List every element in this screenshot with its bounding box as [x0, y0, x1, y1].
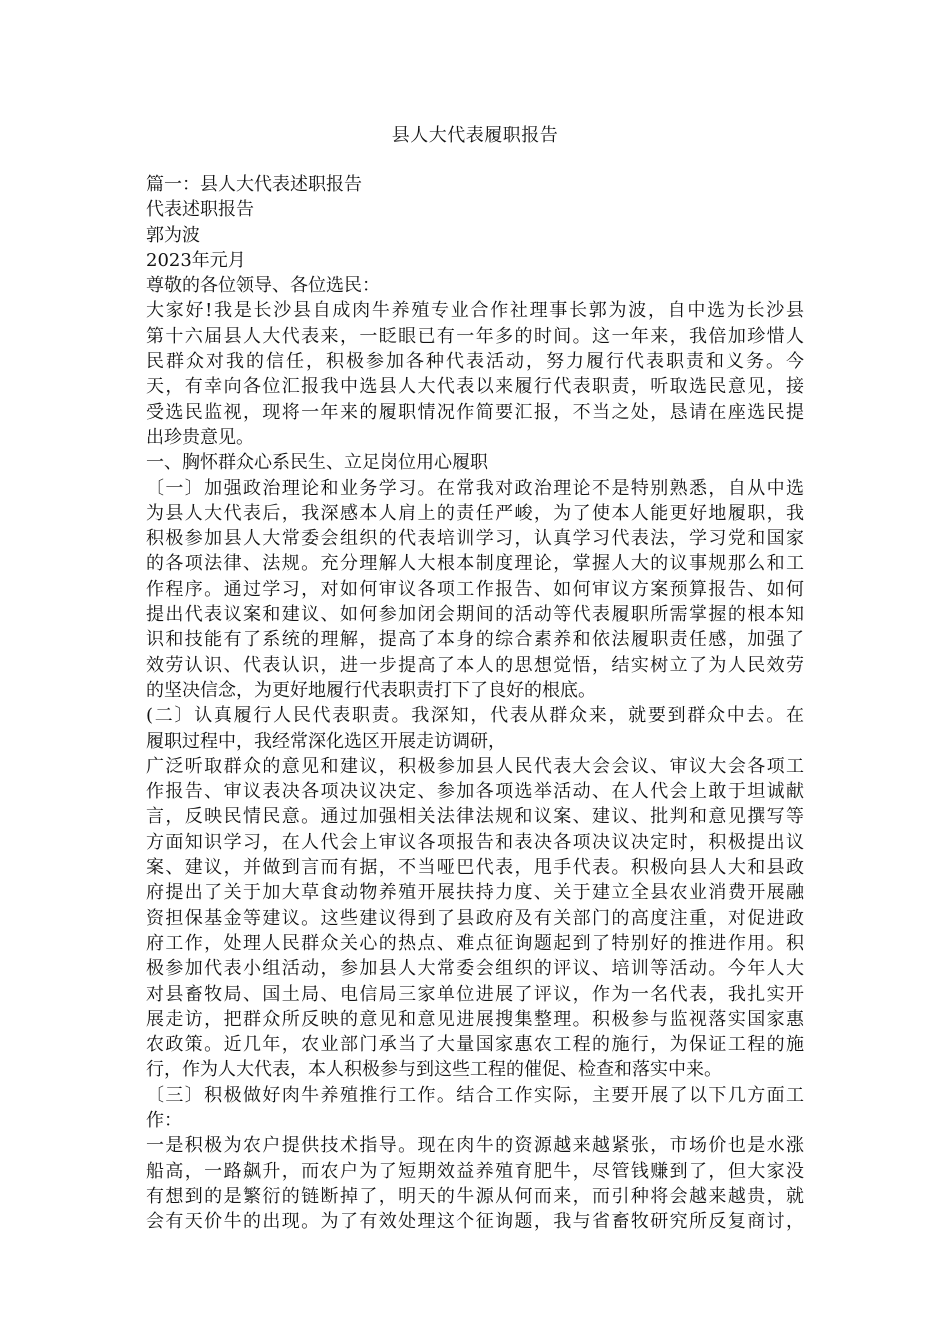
text-line: 广泛听取群众的意见和建议，积极参加县人民代表大会会议、审议大会各项工: [146, 755, 804, 777]
text-line: 府提出了关于加大草食动物养殖开展扶持力度、关于建立全县农业消费开展融: [146, 882, 804, 904]
document-title: 县人大代表履职报告: [391, 125, 559, 146]
text-line: 尊敬的各位领导、各位选民：: [146, 275, 380, 297]
text-line: 极参加代表小组活动，参加县人大常委会组织的评议、培训等活动。今年人大: [146, 958, 804, 980]
text-line: 作报告、审议表决各项决议决定、参加各项选举活动、在人代会上敢于坦诚献: [146, 781, 804, 803]
text-line: 〔一〕加强政治理论和业务学习。在常我对政治理论不是特别熟悉，自从中选: [146, 477, 804, 499]
text-line: 有想到的是繁衍的链断掉了，明天的牛源从何而来，而引种将会越来越贵，就: [146, 1185, 804, 1207]
text-line: 郭为波: [146, 224, 200, 246]
text-line: 提出代表议案和建议、如何参加闭会期间的活动等代表履职所需掌握的根本知: [146, 604, 804, 626]
text-line: 作程序。通过学习，对如何审议各项工作报告、如何审议方案预算报告、如何: [146, 578, 804, 600]
text-line: 第十六届县人大代表来，一眨眼已有一年多的时间。这一年来，我倍加珍惜人: [146, 325, 804, 347]
text-line: 资担保基金等建议。这些建议得到了县政府及有关部门的高度注重，对促进政: [146, 907, 804, 929]
text-line: 的坚决信念，为更好地履行代表职责打下了良好的根底。: [146, 679, 596, 701]
text-line: 言，反映民情民意。通过加强相关法律法规和议案、建议、批判和意见撰写等: [146, 806, 804, 828]
text-line: (二〕认真履行人民代表职责。我深知，代表从群众来，就要到群众中去。在: [146, 705, 804, 727]
text-line: 大家好!我是长沙县自成肉牛养殖专业合作社理事长郭为波，自中选为长沙县: [146, 300, 804, 322]
text-line: 农政策。近几年，农业部门承当了大量国家惠农工程的施行，为保证工程的施: [146, 1034, 804, 1056]
text-line: 行，作为人大代表，本人积极参与到这些工程的催促、检查和落实中来。: [146, 1059, 722, 1081]
text-line: 展走访，把群众所反映的意见和意见进展搜集整理。积极参与监视落实国家惠: [146, 1008, 804, 1030]
document-body: [146, 172, 804, 1234]
text-line: 积极参加县人大常委会组织的代表培训学习，认真学习代表法，学习党和国家: [146, 528, 804, 550]
text-line: 府工作，处理人民群众关心的热点、难点征询题起到了特别好的推进作用。积: [146, 932, 804, 954]
text-line: 的各项法律、法规。充分理解人大根本制度理论，掌握人大的议事规那么和工: [146, 553, 804, 575]
text-line: 〔三〕积极做好肉牛养殖推行工作。结合工作实际，主要开展了以下几方面工: [146, 1084, 804, 1106]
text-line: 对县畜牧局、国土局、电信局三家单位进展了评议，作为一名代表，我扎实开: [146, 983, 804, 1005]
text-line: 会有天价牛的出现。为了有效处理这个征询题，我与省畜牧研究所反复商讨，: [146, 1211, 804, 1233]
text-line: 2023年元月: [146, 249, 246, 271]
text-line: 效劳认识、代表认识，进一步提高了本人的思想觉悟，结实树立了为人民效劳: [146, 654, 804, 676]
text-line: 一、胸怀群众心系民生、立足岗位用心履职: [146, 452, 488, 474]
text-line: 出珍贵意见。: [146, 426, 254, 448]
text-line: 代表述职报告: [146, 199, 254, 221]
text-line: 方面知识学习，在人代会上审议各项报告和表决各项决议决定时，积极提出议: [146, 831, 804, 853]
text-line: 履职过程中，我经常深化选区开展走访调研，: [146, 730, 506, 752]
text-line: 一是积极为农户提供技术指导。现在肉牛的资源越来越紧张，市场价也是水涨: [146, 1135, 804, 1157]
text-line: 民群众对我的信任，积极参加各种代表活动，努力履行代表职责和义务。今: [146, 351, 804, 373]
text-line: 篇一：县人大代表述职报告: [146, 174, 362, 195]
text-line: 天，有幸向各位汇报我中选县人大代表以来履行代表职责，听取选民意见，接: [146, 376, 804, 398]
text-line: 作：: [146, 1109, 182, 1131]
text-line: 为县人大代表后，我深感本人肩上的责任严峻，为了使本人能更好地履职，我: [146, 502, 804, 524]
text-line: 船高，一路飙升，而农户为了短期效益养殖育肥牛，尽管钱赚到了，但大家没: [146, 1160, 804, 1182]
text-line: 识和技能有了系统的理解，提高了本身的综合素养和依法履职责任感，加强了: [146, 629, 804, 651]
text-line: 受选民监视，现将一年来的履职情况作简要汇报，不当之处，恳请在座选民提: [146, 401, 804, 423]
text-line: 案、建议，并做到言而有据，不当哑巴代表，甩手代表。积极向县人大和县政: [146, 857, 804, 879]
